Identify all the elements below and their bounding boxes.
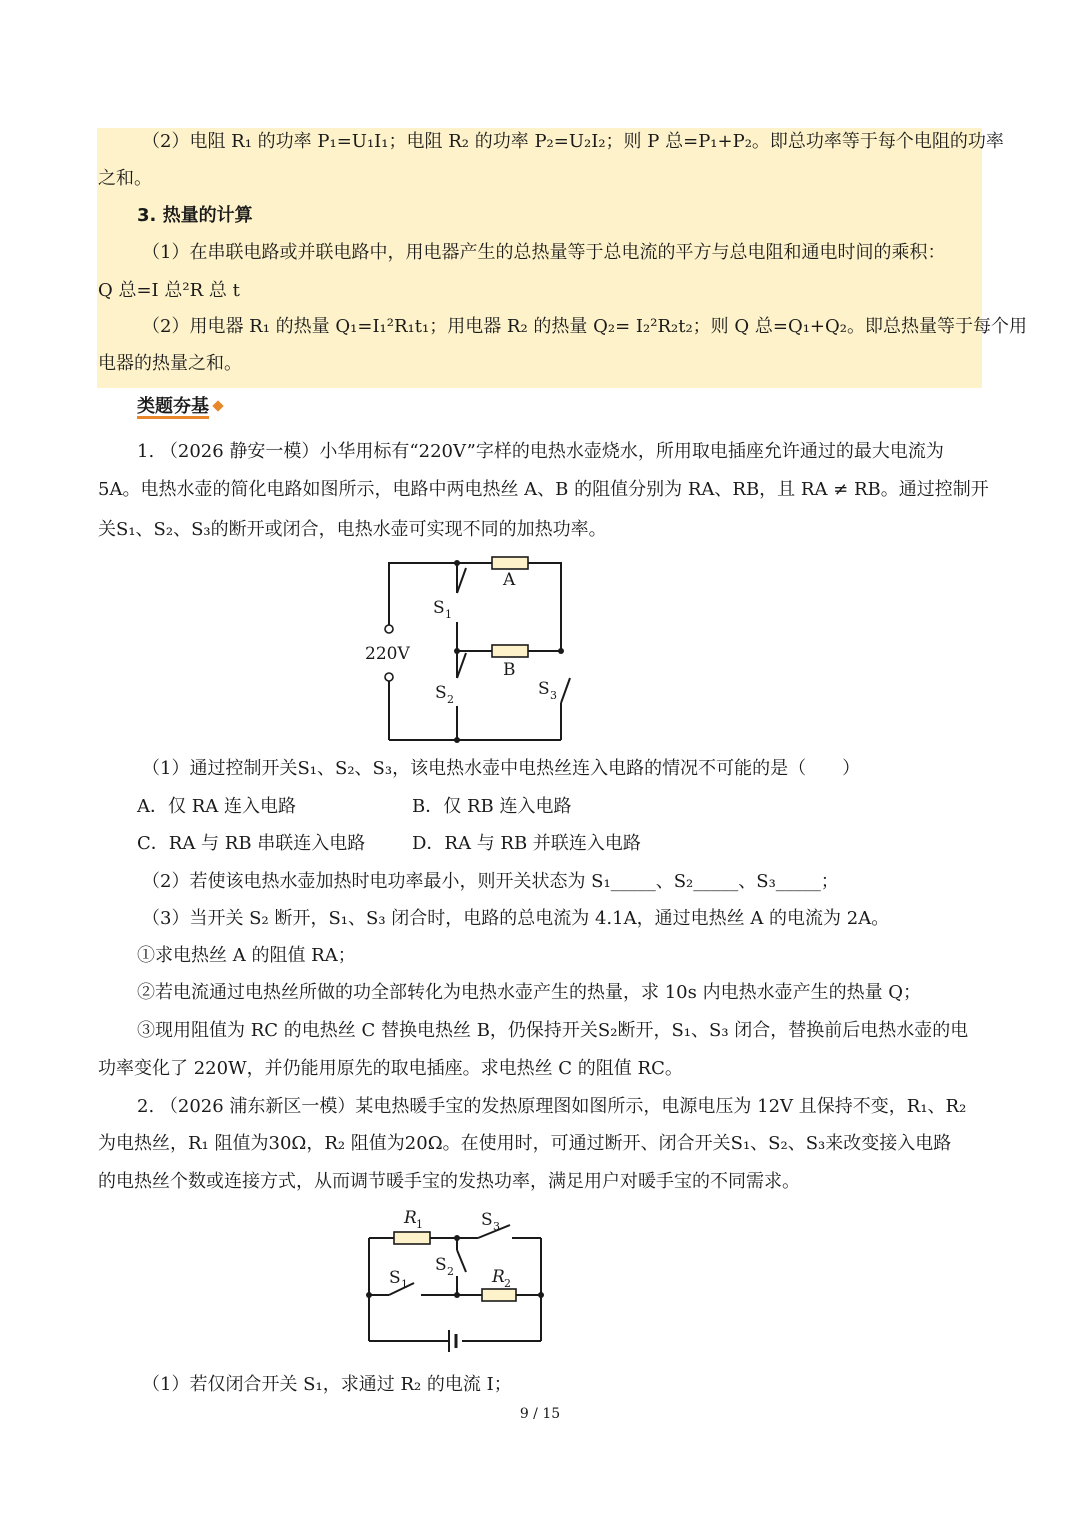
label-s3: S — [538, 679, 550, 699]
label-s2-q2: S — [435, 1255, 447, 1275]
heat-rule-1-line-1: （1）在串联电路或并联电路中，用电器产生的总热量等于总电流的平方与总电阻和通电时间的乘积： — [142, 242, 946, 263]
label-r1-sub: 1 — [416, 1218, 423, 1231]
page-number: 9 / 15 — [519, 1406, 561, 1422]
heat-rule-2-line-1: （2）用电器 R₁ 的热量 Q₁=I₁²R₁t₁；用电器 R₂ 的热量 Q₂= I₂²R₂t₂；则 Q 总=Q₁+Q₂。即总热量等于每个用 — [142, 316, 1027, 337]
label-s3-sub: 3 — [550, 689, 557, 702]
q1-part1: （1）通过控制开关S₁、S₂、S₃，该电热水壶中电热丝连入电路的情况不可能的是（ ） — [142, 758, 861, 779]
label-r2-sub: 2 — [504, 1277, 511, 1290]
q1-stem-line-3: 关S₁、S₂、S₃的断开或闭合，电热水壶可实现不同的加热功率。 — [98, 519, 607, 540]
heat-rule-2-line-2: 电器的热量之和。 — [98, 353, 242, 374]
q1-subpart-3-line-2: 功率变化了 220W，并仍能用原先的取电插座。求电热丝 C 的阻值 RC。 — [98, 1058, 683, 1079]
label-s2: S — [435, 683, 447, 703]
label-220v: 220V — [365, 644, 410, 664]
section-title: 类题夯基 — [137, 394, 222, 420]
rule-power-sum-line-2: 之和。 — [98, 168, 152, 189]
q1-subpart-3-line-1: ③现用阻值为 RC 的电热丝 C 替换电热丝 B，仍保持开关S₂断开，S₁、S₃ 闭合，替换前后电热水壶的电 — [137, 1020, 969, 1041]
label-b: B — [503, 660, 516, 680]
label-r2: R — [492, 1267, 505, 1287]
q1-option-c: C．RA 与 RB 串联连入电路 — [137, 833, 366, 854]
heat-rule-1-formula: Q 总=I 总²R 总 t — [98, 280, 240, 301]
heat-section-title: 3. 热量的计算 — [137, 205, 253, 226]
label-s2-q2-sub: 2 — [447, 1265, 454, 1278]
label-s1-sub: 1 — [445, 608, 452, 621]
q1-subpart-2: ②若电流通过电热丝所做的功全部转化为电热水壶产生的热量，求 10s 内电热水壶产生的热量 Q； — [137, 982, 922, 1003]
label-s3-q2: S — [481, 1210, 493, 1230]
q1-stem-line-2: 5A。电热水壶的简化电路如图所示，电路中两电热丝 A、B 的阻值分别为 RA、RB，且 RA ≠ RB。通过控制开 — [98, 479, 989, 500]
q1-subpart-1: ①求电热丝 A 的阻值 RA； — [137, 945, 356, 966]
label-s1-q2-sub: 1 — [401, 1278, 408, 1291]
q1-stem-line-1: 1. （2026 静安一模）小华用标有“220V”字样的电热水壶烧水，所用取电插座允许通过的最大电流为 — [137, 441, 944, 462]
label-r1: R — [404, 1208, 417, 1228]
q2-stem-line-2: 为电热丝，R₁ 阻值为30Ω，R₂ 阻值为20Ω。在使用时，可通过断开、闭合开关S₁、S₂、S₃来改变接入电路 — [98, 1133, 952, 1154]
resistor-r1 — [394, 1232, 430, 1244]
rule-power-sum-line-1: （2）电阻 R₁ 的功率 P₁=U₁I₁；电阻 R₂ 的功率 P₂=U₂I₂；则 P 总=P₁+P₂。即总功率等于每个电阻的功率 — [142, 131, 1004, 152]
q1-option-a: A．仅 RA 连入电路 — [137, 796, 296, 817]
label-s2-sub: 2 — [447, 693, 454, 706]
resistor-r2 — [482, 1289, 516, 1301]
q2-stem-line-3: 的电热丝个数或连接方式，从而调节暖手宝的发热功率，满足用户对暖手宝的不同需求。 — [98, 1171, 800, 1192]
q1-part3: （3）当开关 S₂ 断开，S₁、S₃ 闭合时，电路的总电流为 4.1A，通过电热丝 A 的电流为 2A。 — [142, 908, 890, 929]
q1-option-b: B．仅 RB 连入电路 — [412, 796, 572, 817]
label-s3-q2-sub: 3 — [493, 1220, 500, 1233]
label-a: A — [503, 570, 516, 590]
q2-part1: （1）若仅闭合开关 S₁，求通过 R₂ 的电流 I； — [142, 1374, 512, 1395]
label-s1: S — [433, 598, 445, 618]
q1-part2: （2）若使该电热水壶加热时电功率最小，则开关状态为 S₁_____、S₂_____、S₃_____； — [142, 871, 839, 892]
q2-stem-line-1: 2. （2026 浦东新区一模）某电热暖手宝的发热原理图如图所示，电源电压为 12V 且保持不变，R₁、R₂ — [137, 1096, 967, 1117]
label-s1-q2: S — [389, 1268, 401, 1288]
q1-option-d: D．RA 与 RB 并联连入电路 — [412, 833, 641, 854]
